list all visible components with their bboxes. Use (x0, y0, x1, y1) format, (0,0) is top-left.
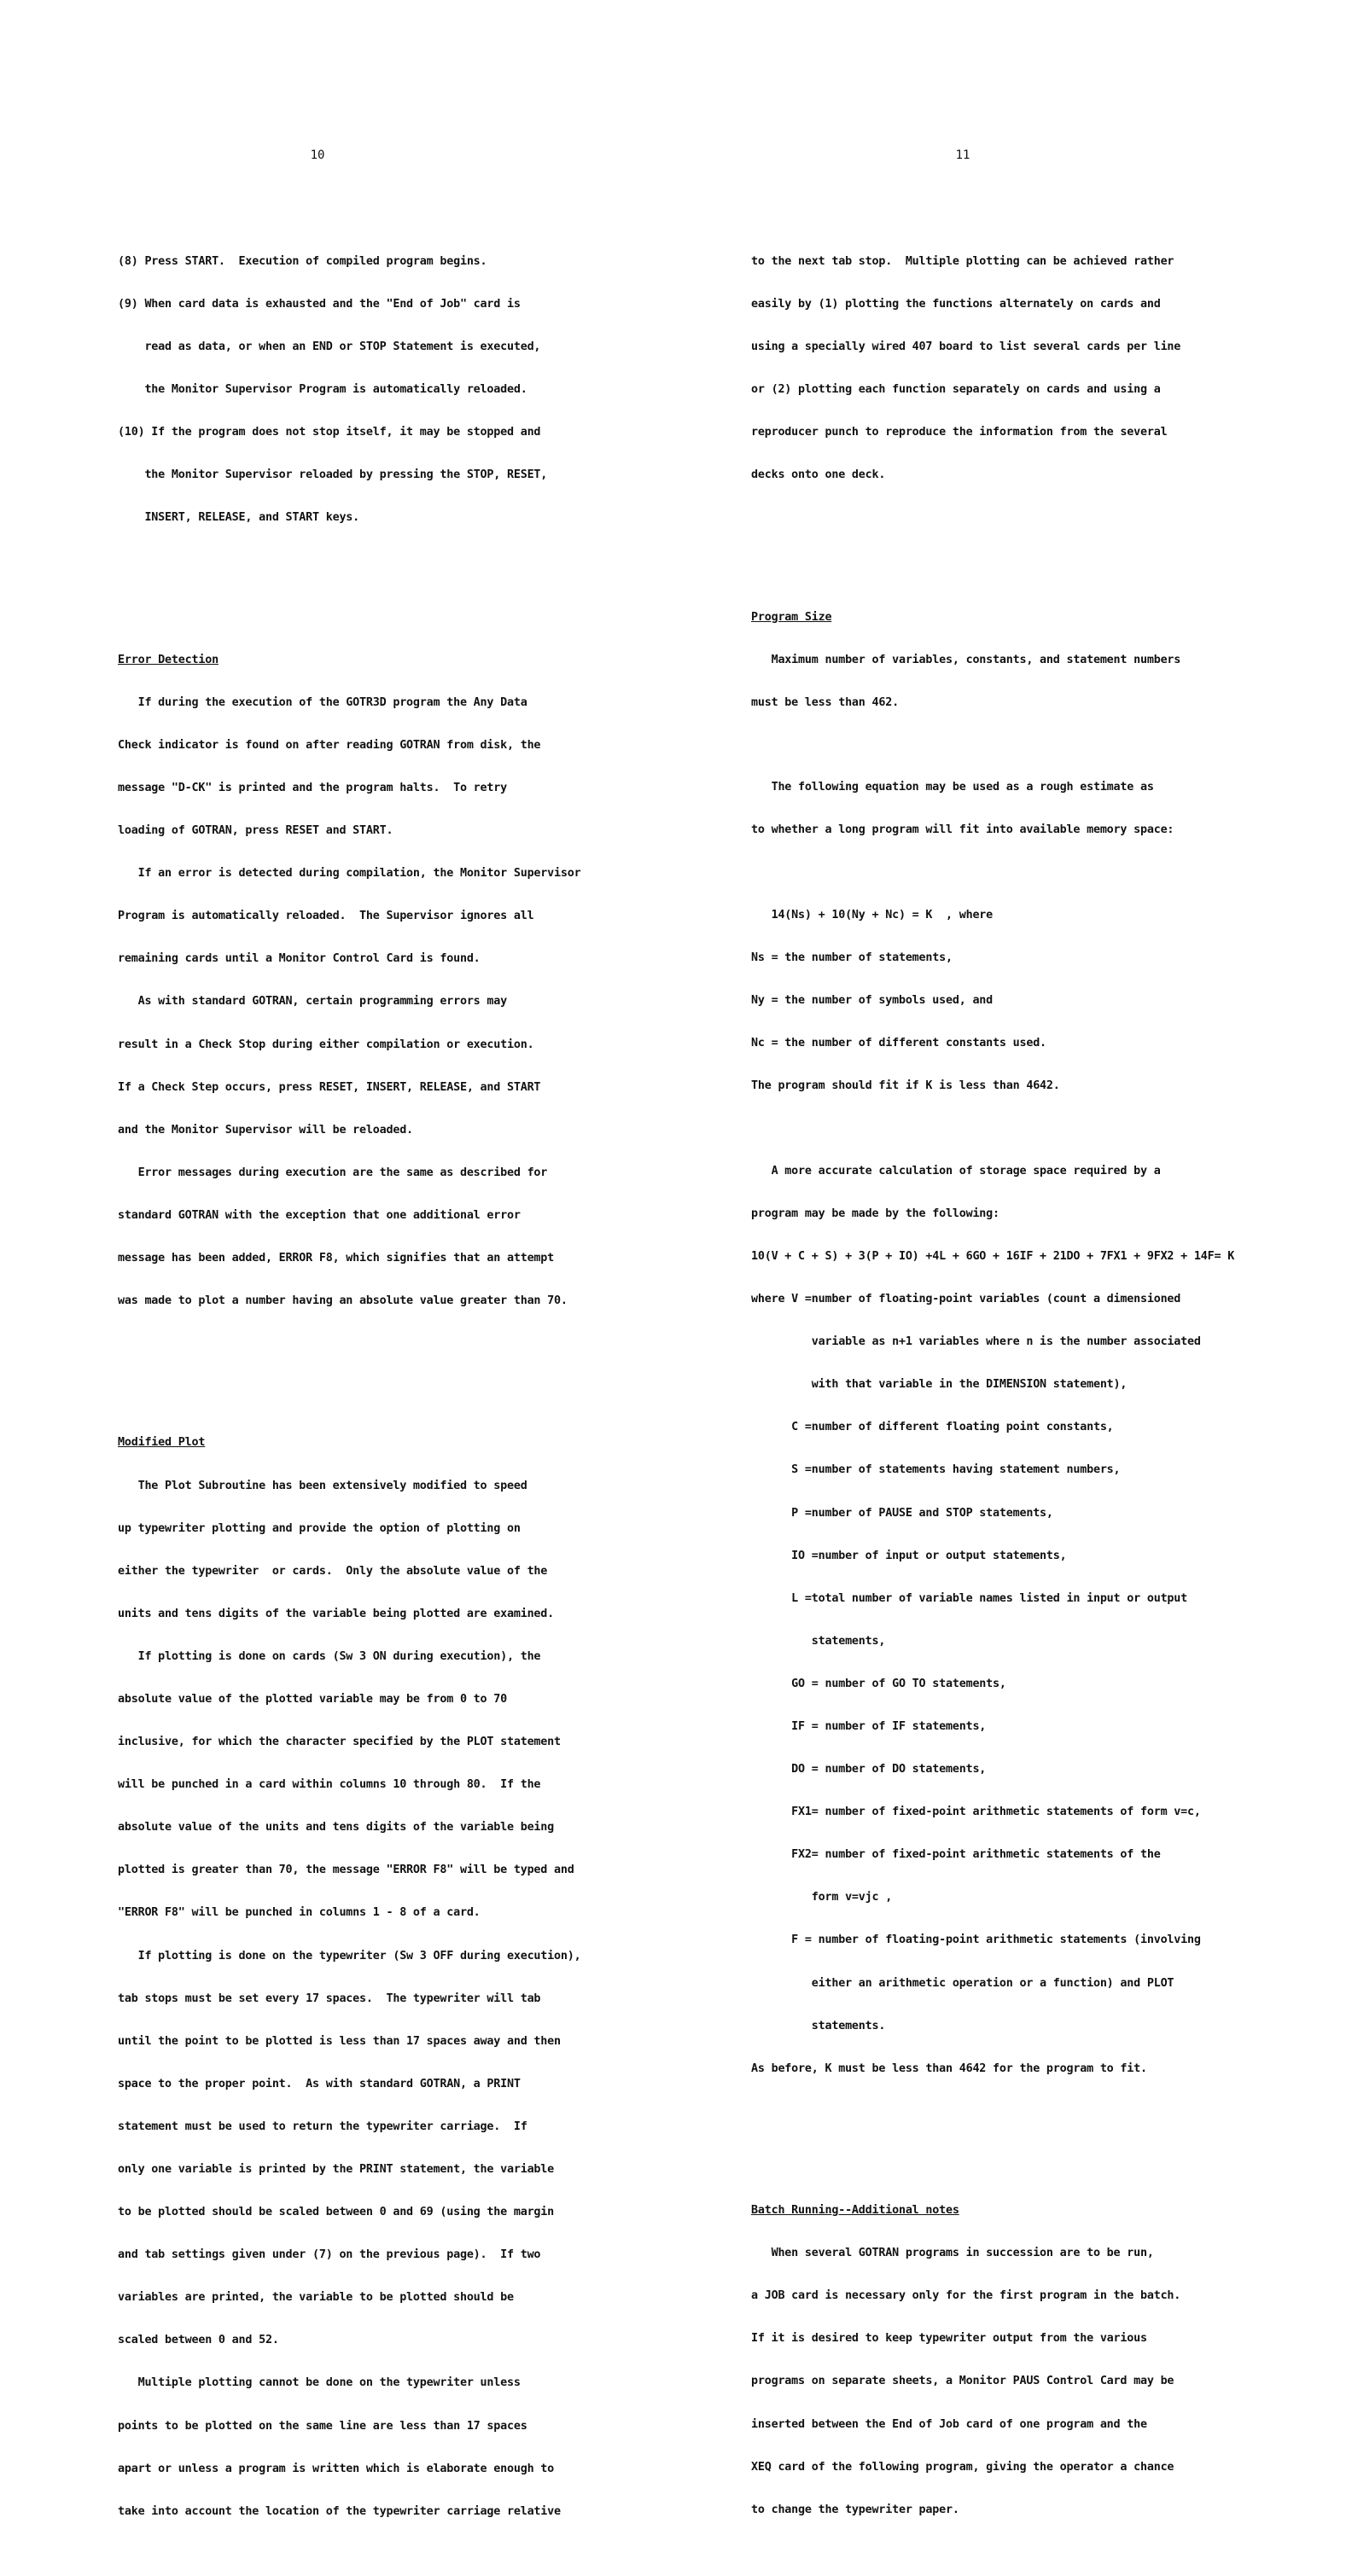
paragraph-line: until the point to be plotted is less than 17 spaces away and then (118, 2034, 561, 2048)
definition-line: L =total number of variable names listed in input or output (751, 1591, 1188, 1605)
paragraph-line: Multiple plotting cannot be done on the typewriter unless (118, 2376, 521, 2390)
paragraph-line: to change the typewriter paper. (751, 2503, 959, 2516)
page-right (676, 0, 1352, 2516)
paragraph-line: If an error is detected during compilation, the Monitor Supervisor (118, 867, 581, 881)
right-column (751, 198, 1234, 2574)
paragraph-line: absolute value of the plotted variable may be from 0 to 70 (118, 1692, 507, 1706)
paragraph-line: message "D-CK" is printed and the program halts. To retry (118, 781, 507, 794)
paragraph-line: Program is automatically reloaded. The Supervisor ignores all (118, 910, 534, 923)
paragraph-line: If plotting is done on the typewriter (Sw 3 OFF during execution), (118, 1949, 581, 1963)
step-line: (8) Press START. Execution of compiled program begins. (118, 254, 487, 268)
definition-line: C =number of different floating point constants, (751, 1421, 1114, 1434)
definition-line: FX1= number of fixed-point arithmetic statements of form v=c, (751, 1806, 1201, 1819)
paragraph-line: will be punched in a card within columns 10 through 80. If the (118, 1778, 541, 1792)
paragraph-line: programs on separate sheets, a Monitor PAUS Control Card may be (751, 2375, 1174, 2388)
paragraph-line: variables are printed, the variable to be plotted should be (118, 2291, 514, 2305)
paragraph-line: was made to plot a number having an absolute value greater than 70. (118, 1294, 568, 1308)
conclusion-line: As before, K must be less than 4642 for the program to fit. (751, 2061, 1147, 2075)
paragraph-line: inserted between the End of Job card of one program and the (751, 2417, 1147, 2431)
definition-line: FX2= number of fixed-point arithmetic statements of the (751, 1848, 1161, 1862)
paragraph-line: If a Check Step occurs, press RESET, INSERT, RELEASE, and START (118, 1080, 541, 1094)
paragraph-line: a JOB card is necessary only for the first program in the batch. (751, 2289, 1181, 2303)
modified-plot-section (118, 1408, 580, 2548)
definition-line: form v=vjc , (751, 1891, 893, 1904)
paragraph-line: to whether a long program will fit into available memory space: (751, 823, 1174, 837)
definition-line: either an arithmetic operation or a function) and PLOT (751, 1976, 1174, 1990)
paragraph-line: A more accurate calculation of storage space required by a (751, 1164, 1161, 1178)
paragraph-line: tab stops must be set every 17 spaces. The typewriter will tab (118, 1992, 541, 2005)
definition-line: with that variable in the DIMENSION statement), (751, 1378, 1128, 1392)
paragraph-line: XEQ card of the following program, giving the operator a chance (751, 2460, 1174, 2474)
step-line: read as data, or when an END or STOP Statement is executed, (118, 340, 541, 353)
definition-line: P =number of PAUSE and STOP statements, (751, 1506, 1053, 1520)
paragraph-line: scaled between 0 and 52. (118, 2334, 279, 2347)
definition-line: IF = number of IF statements, (751, 1719, 987, 1733)
paragraph-line: absolute value of the units and tens digits of the variable being (118, 1821, 555, 1835)
page-left (0, 0, 676, 2518)
definition-line: F = number of floating-point arithmetic statements (involving (751, 1933, 1201, 1947)
section-heading: Modified Plot (118, 1436, 206, 1450)
page-number: 10 (310, 148, 325, 162)
paragraph-line: remaining cards until a Monitor Control Card is found. (118, 952, 481, 966)
formula-line: The program should fit if K is less than 4642. (751, 1079, 1060, 1093)
paragraph-line: message has been added, ERROR F8, which signifies that an attempt (118, 1252, 555, 1265)
paragraph-line: Error messages during execution are the same as described for (118, 1166, 548, 1179)
step-line: (9) When card data is exhausted and the "End of Job" card is (118, 297, 521, 311)
paragraph-line: The following equation may be used as a rough estimate as (751, 781, 1154, 794)
section-heading: Batch Running--Additional notes (751, 2204, 959, 2218)
definition-line: GO = number of GO TO statements, (751, 1677, 1006, 1690)
paragraph-line: to the next tab stop. Multiple plotting can be achieved rather (751, 254, 1174, 268)
steps-list (118, 226, 580, 554)
paragraph-line: units and tens digits of the variable being plotted are examined. (118, 1607, 555, 1620)
definition-line: statements. (751, 2019, 886, 2032)
definition-line: where V =number of floating-point variables (count a dimensioned (751, 1293, 1181, 1306)
definition-line: IO =number of input or output statements, (751, 1549, 1067, 1562)
continuation-paragraph (751, 226, 1234, 511)
paragraph-line: must be less than 462. (751, 695, 899, 709)
left-column (118, 198, 580, 2576)
paragraph-line: apart or unless a program is written which is elaborate enough to (118, 2462, 555, 2475)
step-line: the Monitor Supervisor Program is automatically reloaded. (118, 383, 527, 397)
paragraph-line: either the typewriter or cards. Only the absolute value of the (118, 1564, 548, 1578)
paragraph-line: take into account the location of the typewriter carriage relative (118, 2504, 561, 2518)
paragraph-line: program may be made by the following: (751, 1207, 999, 1220)
paragraph-line: The Plot Subroutine has been extensively modified to speed (118, 1479, 527, 1492)
paragraph-line: points to be plotted on the same line are less than 17 spaces (118, 2419, 527, 2433)
paragraph-line: "ERROR F8" will be punched in columns 1 - 8 of a card. (118, 1906, 481, 1920)
paragraph-line: inclusive, for which the character specified by the PLOT statement (118, 1736, 561, 1749)
paragraph-line: standard GOTRAN with the exception that one additional error (118, 1208, 521, 1222)
paragraph-line: or (2) plotting each function separately on cards and using a (751, 383, 1161, 397)
paragraph-line: and tab settings given under (7) on the previous page). If two (118, 2248, 541, 2262)
paragraph-line: using a specially wired 407 board to list several cards per line (751, 340, 1181, 353)
formula-line: Ns = the number of statements, (751, 951, 953, 964)
paragraph-line: Maximum number of variables, constants, and statement numbers (751, 653, 1181, 666)
paragraph-line: If plotting is done on cards (Sw 3 ON during execution), the (118, 1649, 541, 1663)
paragraph-line: only one variable is printed by the PRINT statement, the variable (118, 2163, 555, 2176)
definition-line: S =number of statements having statement numbers, (751, 1463, 1121, 1477)
section-heading: Error Detection (118, 653, 219, 666)
paragraph-line: easily by (1) plotting the functions alternately on cards and (751, 297, 1161, 311)
section-heading: Program Size (751, 610, 832, 624)
paragraph-line: When several GOTRAN programs in succession are to be run, (751, 2247, 1154, 2260)
paragraph-line: and the Monitor Supervisor will be reloaded. (118, 1123, 413, 1137)
definition-line: variable as n+1 variables where n is the number associated (751, 1335, 1201, 1349)
step-line: (10) If the program does not stop itself, it may be stopped and (118, 426, 541, 439)
page-number: 11 (955, 148, 970, 162)
storage-formula: 10(V + C + S) + 3(P + IO) +4L + 6GO + 16IF + 21DO + 7FX1 + 9FX2 + 14F= K (751, 1249, 1235, 1263)
paragraph-line: statement must be used to return the typewriter carriage. If (118, 2120, 527, 2133)
paragraph-line: result in a Check Stop during either compilation or execution. (118, 1038, 534, 1051)
paragraph-line: If during the execution of the GOTR3D program the Any Data (118, 695, 527, 709)
paragraph-line: to be plotted should be scaled between 0 and 69 (using the margin (118, 2206, 555, 2219)
error-detection-section (118, 625, 580, 1337)
paragraph-line: reproducer punch to reproduce the information from the several (751, 426, 1168, 439)
formula-line: Nc = the number of different constants used. (751, 1037, 1046, 1050)
definition-line: DO = number of DO statements, (751, 1763, 987, 1776)
formula-line: Ny = the number of symbols used, and (751, 994, 994, 1008)
batch-running-section (751, 2176, 1234, 2546)
paragraph-line: decks onto one deck. (751, 468, 886, 482)
paragraph-line: Check indicator is found on after reading GOTRAN from disk, the (118, 738, 541, 752)
paragraph-line: space to the proper point. As with standard GOTRAN, a PRINT (118, 2077, 521, 2090)
step-line: INSERT, RELEASE, and START keys. (118, 511, 360, 525)
paragraph-line: loading of GOTRAN, press RESET and START. (118, 824, 393, 838)
step-line: the Monitor Supervisor reloaded by pressing the STOP, RESET, (118, 468, 548, 482)
program-size-section (751, 582, 1234, 2105)
paragraph-line: up typewriter plotting and provide the option of plotting on (118, 1521, 521, 1535)
paragraph-line: plotted is greater than 70, the message "ERROR F8" will be typed and (118, 1864, 574, 1877)
definition-line: statements, (751, 1634, 886, 1648)
paragraph-line: As with standard GOTRAN, certain programming errors may (118, 995, 507, 1009)
paragraph-line: If it is desired to keep typewriter output from the various (751, 2332, 1147, 2346)
formula-line: 14(Ns) + 10(Ny + Nc) = K , where (751, 908, 994, 922)
